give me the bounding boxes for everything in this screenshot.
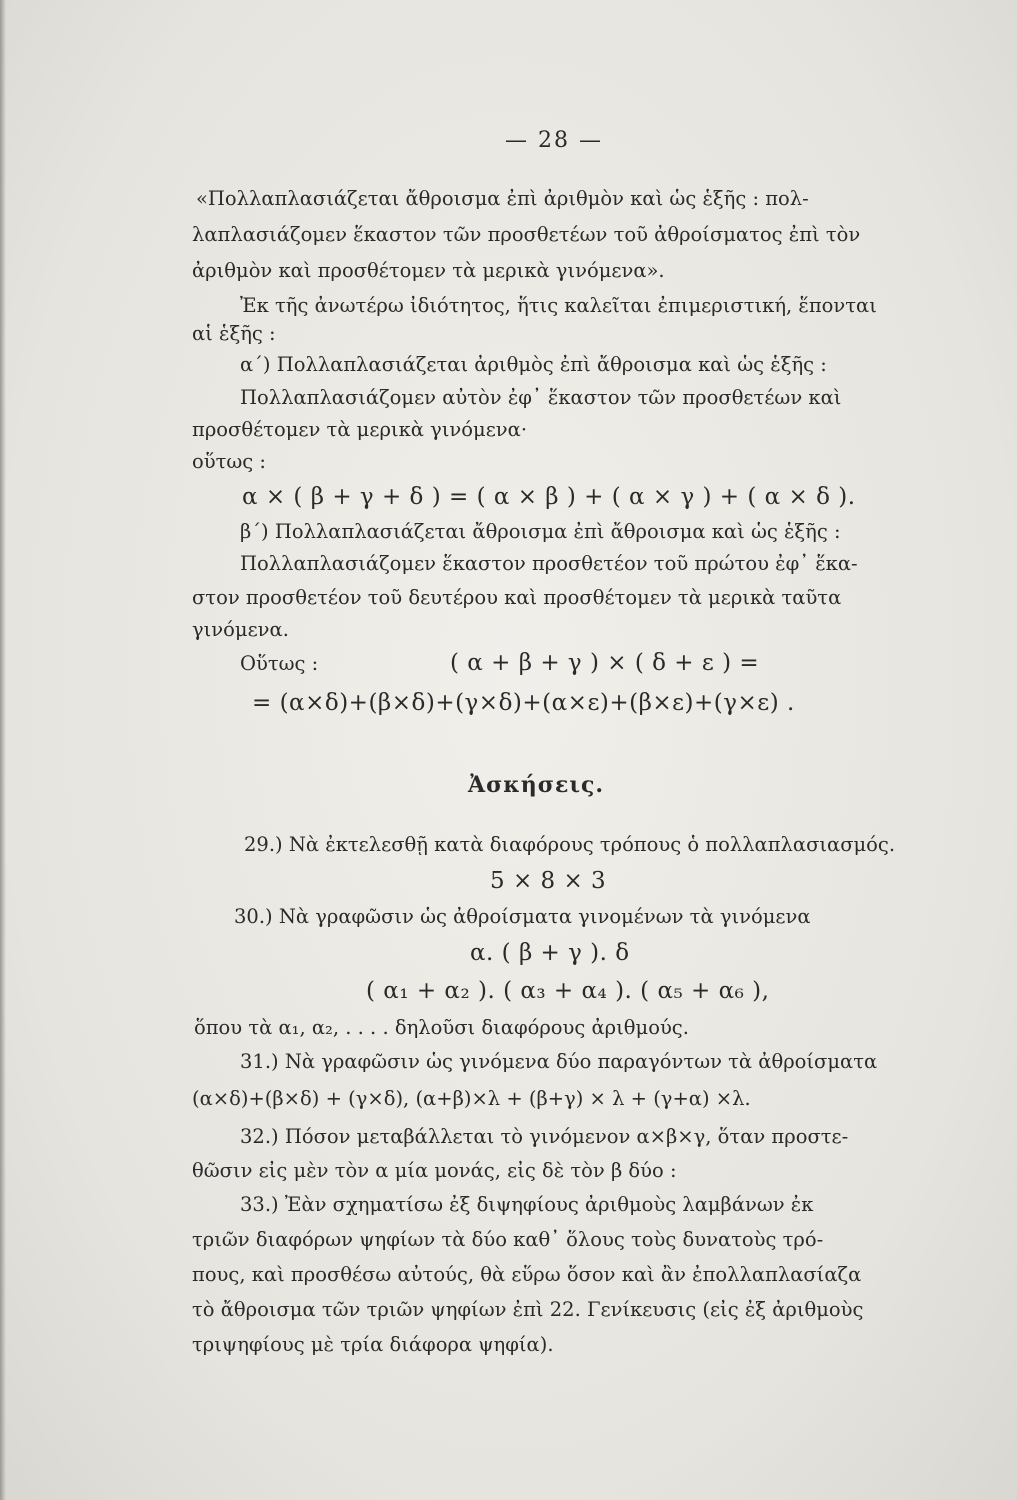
formula-line: (α×δ)+(β×δ) + (γ×δ), (α+β)×λ + (β+γ) × λ + (γ+α) ×λ. [192,1087,751,1110]
text-line: Οὕτως : [240,652,319,675]
text-line: ἀριθμὸν καὶ προσθέτομεν τὰ μερικὰ γινόμενα». [192,259,665,282]
exercise-line: θῶσιν εἰς μὲν τὸν α μία μονάς, εἰς δὲ τὸν β δύο : [192,1159,677,1182]
page-edge-shadow [0,0,6,1500]
exercise-line: 29.) Νὰ ἐκτελεσθῇ κατὰ διαφόρους τρόπους ὁ πολλαπλασιασμός. [244,833,896,856]
exercise-line: τριῶν διαφόρων ψηφίων τὰ δύο καθ᾽ ὅλους τοὺς δυνατοὺς τρό- [192,1228,824,1251]
text-line: αἱ ἑξῆς : [192,322,276,345]
formula-line: ( α₁ + α₂ ). ( α₃ + α₄ ). ( α₅ + α₆ ), [366,978,770,1004]
text-line: Πολλαπλασιάζομεν αὐτὸν ἐφ᾽ ἕκαστον τῶν προσθετέων καὶ [240,386,842,409]
text-line: β΄) Πολλαπλασιάζεται ἄθροισμα ἐπὶ ἄθροισμα καὶ ὡς ἑξῆς : [240,520,841,543]
formula-line: α. ( β + γ ). δ [470,940,630,966]
exercise-line: πους, καὶ προσθέσω αὐτούς, θὰ εὕρω ὅσον καὶ ἂν ἐπολλαπλασίαζα [192,1263,862,1286]
exercise-line: 30.) Νὰ γραφῶσιν ὡς ἀθροίσματα γινομένων τὰ γινόμενα [234,905,811,928]
text-line: α΄) Πολλαπλασιάζεται ἀριθμὸς ἐπὶ ἄθροισμα καὶ ὡς ἑξῆς : [240,353,827,376]
text-line: προσθέτομεν τὰ μερικὰ γινόμενα· [192,418,528,441]
text-line: Πολλαπλασιάζομεν ἕκαστον προσθετέον τοῦ πρώτου ἐφ᾽ ἕκα- [240,552,858,575]
text-line: «Πολλαπλασιάζεται ἄθροισμα ἐπὶ ἀριθμὸν καὶ ὡς ἑξῆς : πολ- [196,187,809,210]
formula-line: α × ( β + γ + δ ) = ( α × β ) + ( α × γ ) + ( α × δ ). [242,484,856,510]
text-line: στον προσθετέον τοῦ δευτέρου καὶ προσθέτομεν τὰ μερικὰ ταῦτα [192,586,842,609]
exercise-line: ὅπου τὰ α₁, α₂, . . . . δηλοῦσι διαφόρους ἀριθμούς. [194,1016,689,1039]
text-line: γινόμενα. [192,618,289,641]
text-line: Ἐκ τῆς ἀνωτέρω ἰδιότητος, ἥτις καλεῖται ἐπιμεριστική, ἕπονται [240,294,877,317]
formula-line: 5 × 8 × 3 [490,868,607,894]
page-number: — 28 — [505,128,603,153]
exercise-line: 33.) Ἐὰν σχηματίσω ἐξ διψηφίους ἀριθμοὺς λαμβάνων ἐκ [240,1193,814,1216]
formula-line: ( α + β + γ ) × ( δ + ε ) = [450,650,760,676]
text-line: οὕτως : [192,450,266,473]
formula-line: = (α×δ)+(β×δ)+(γ×δ)+(α×ε)+(β×ε)+(γ×ε) . [252,690,795,716]
exercise-line: 32.) Πόσον μεταβάλλεται τὸ γινόμενον α×β×γ, ὅταν προστε- [240,1125,849,1148]
text-line: λαπλασιάζομεν ἕκαστον τῶν προσθετέων τοῦ ἀθροίσματος ἐπὶ τὸν [192,223,861,246]
exercise-line: τὸ ἄθροισμα τῶν τριῶν ψηφίων ἐπὶ 22. Γενίκευσις (εἰς ἐξ ἀριθμοὺς [192,1298,864,1321]
section-heading: Ἀσκήσεις. [468,772,605,798]
exercise-line: τριψηφίους μὲ τρία διάφορα ψηφία). [192,1333,554,1356]
exercise-line: 31.) Νὰ γραφῶσιν ὡς γινόμενα δύο παραγόντων τὰ ἀθροίσματα [240,1050,878,1073]
